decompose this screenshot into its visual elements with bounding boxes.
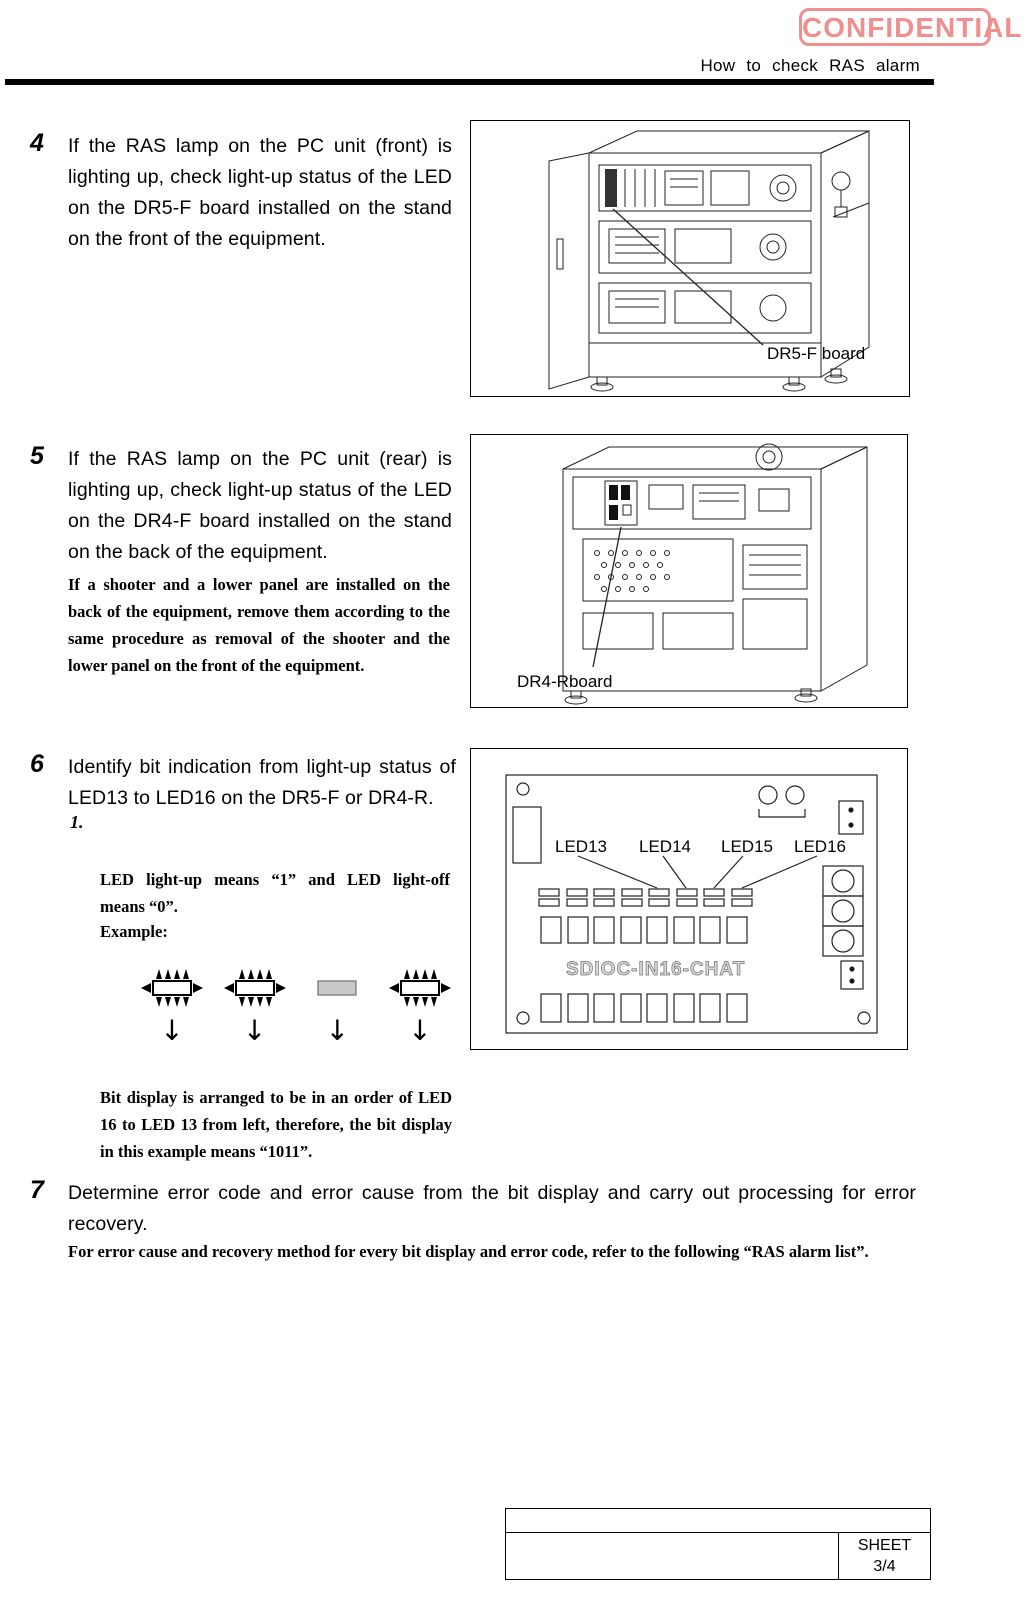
ic-row-top bbox=[541, 917, 747, 943]
example-led bbox=[140, 962, 204, 1014]
page-header-title: How to check RAS alarm bbox=[700, 56, 920, 75]
led-lit-icon bbox=[140, 962, 204, 1014]
led14-leader-line bbox=[663, 856, 686, 888]
led13-leader-line bbox=[578, 856, 657, 888]
step5-note: If a shooter and a lower panel are installed on the back of the equipment, remove them according to the same procedure as removal of the shooter and the lower panel on the front of the equipment. bbox=[68, 575, 450, 675]
circuit-board-drawing bbox=[471, 749, 907, 1049]
dr5f-board-label: DR5-F board bbox=[767, 344, 866, 363]
led16-label: LED16 bbox=[794, 837, 846, 856]
front-equipment-drawing bbox=[471, 121, 909, 396]
rear-equipment-drawing bbox=[471, 435, 907, 707]
figure-front-view bbox=[470, 120, 910, 397]
sheet-label: SHEET bbox=[857, 1537, 912, 1554]
step6-number: 6 bbox=[30, 750, 44, 778]
led-lit-icon bbox=[388, 962, 452, 1014]
dr4r-leader-line bbox=[593, 527, 621, 667]
step6-bit-note: Bit display is arranged to be in an order of LED 16 to LED 13 from left, therefore, the bit display in this example means “1011”. bbox=[100, 1088, 452, 1161]
header-rule bbox=[5, 79, 934, 85]
down-arrow-icon: ↓ bbox=[325, 1014, 350, 1047]
led16-leader-line bbox=[742, 856, 817, 888]
example-led bbox=[305, 962, 369, 1014]
step6-rule-text: LED light-up means “1” and LED light-off means “0”. bbox=[100, 870, 450, 916]
step7-number: 7 bbox=[30, 1176, 44, 1204]
led13-label: LED13 bbox=[555, 837, 607, 856]
example-led bbox=[388, 962, 452, 1014]
sheet-table-empty-cell bbox=[506, 1533, 838, 1579]
sheet-table bbox=[505, 1508, 931, 1580]
step5-text: If the RAS lamp on the PC unit (rear) is lighting up, check light-up status of the LED on the DR4-F board installed on the stand on the back of the equipment. bbox=[68, 448, 452, 563]
board-name-label: SDIOC-IN16-CHAT bbox=[566, 959, 746, 980]
dr4r-board-label: DR4-Rboard bbox=[517, 672, 613, 691]
confidential-stamp bbox=[799, 8, 1023, 46]
step5-number: 5 bbox=[30, 442, 44, 470]
led-lit-icon bbox=[223, 962, 287, 1014]
led14-label: LED14 bbox=[639, 837, 691, 856]
step4-text: If the RAS lamp on the PC unit (front) is lighting up, check light-up status of the LED on the DR5-F board installed on the stand on the front of the equipment. bbox=[68, 135, 452, 250]
figure-circuit-board bbox=[470, 748, 908, 1050]
dr5f-board-highlight bbox=[605, 169, 617, 207]
step7-note: For error cause and recovery method for every bit display and error code, refer to the following “RAS alarm list”. bbox=[68, 1242, 869, 1261]
led-bank bbox=[539, 889, 752, 906]
step7-text: Determine error code and error cause from the bit display and carry out processing for error recovery. bbox=[68, 1182, 916, 1235]
led15-leader-line bbox=[714, 856, 743, 888]
sheet-cell bbox=[838, 1533, 930, 1579]
led-example-row bbox=[140, 962, 452, 1014]
down-arrow-icon: ↓ bbox=[242, 1014, 267, 1047]
example-led bbox=[223, 962, 287, 1014]
connector-column bbox=[823, 866, 863, 989]
step6-list-marker: 1. bbox=[70, 812, 84, 832]
ic-row-bottom bbox=[541, 994, 747, 1022]
sheet-number: 3/4 bbox=[873, 1558, 896, 1575]
step6-example-label: Example: bbox=[100, 922, 168, 941]
down-arrow-icon: ↓ bbox=[160, 1014, 184, 1047]
led-off-icon bbox=[305, 962, 369, 1014]
sheet-table-top-row bbox=[506, 1509, 930, 1533]
step6-text: Identify bit indication from light-up status of LED13 to LED16 on the DR5-F or DR4-R. bbox=[68, 756, 456, 809]
sheet-table-bottom-row bbox=[506, 1533, 930, 1579]
down-arrow-icon: ↓ bbox=[408, 1014, 432, 1047]
led-arrow-row bbox=[140, 1014, 452, 1047]
confidential-stamp-text: CONFIDENTIAL bbox=[802, 12, 1023, 43]
led15-label: LED15 bbox=[721, 837, 773, 856]
step4-number: 4 bbox=[30, 129, 44, 157]
figure-rear-view bbox=[470, 434, 908, 708]
